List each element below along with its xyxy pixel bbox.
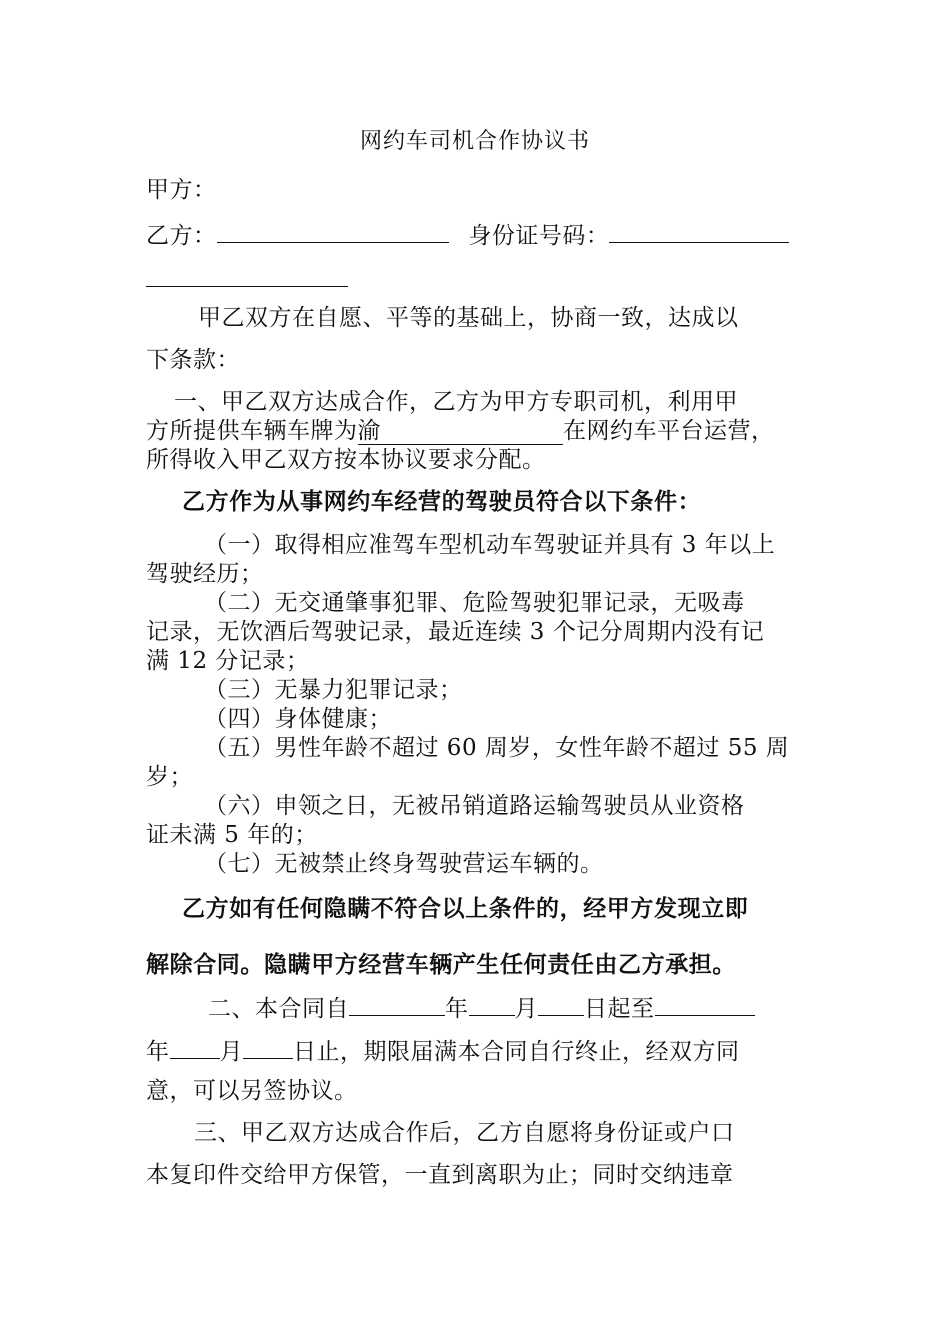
id-number-blank xyxy=(609,220,789,243)
party-b-label: 乙方： xyxy=(146,223,217,249)
warning-line-1: 乙方如有任何隐瞒不符合以上条件的，经甲方发现立即 xyxy=(182,896,749,922)
condition-5-line-2: 岁； xyxy=(146,764,193,790)
document-title: 网约车司机合作协议书 xyxy=(359,129,590,154)
warning-line-2: 解除合同。隐瞒甲方经营车辆产生任何责任由乙方承担。 xyxy=(146,952,736,978)
clause-1-line-2 xyxy=(146,417,775,445)
end-month-blank xyxy=(170,1036,220,1059)
condition-2-line-3: 满 12 分记录； xyxy=(146,648,310,674)
id-number-blank-continued xyxy=(146,264,348,287)
start-day-blank xyxy=(538,993,584,1016)
end-day-blank xyxy=(243,1036,293,1059)
clause-2-end: 日止，期限届满本合同自行终止，经双方同 xyxy=(293,1039,740,1065)
clause-1-line-1: 一、甲乙双方达成合作，乙方为甲方专职司机，利用甲 xyxy=(174,389,738,415)
condition-2-line-1: （二）无交通肇事犯罪、危险驾驶犯罪记录，无吸毒 xyxy=(204,590,745,616)
preamble-line-1: 甲乙双方在自愿、平等的基础上，协商一致，达成以 xyxy=(198,305,739,331)
condition-3: （三）无暴力犯罪记录； xyxy=(204,677,463,703)
start-month-label: 月 xyxy=(514,996,538,1022)
plate-number-field xyxy=(358,418,564,445)
party-a-label: 甲方： xyxy=(146,177,217,203)
condition-1-line-2: 驾驶经历； xyxy=(146,561,264,587)
start-year-blank xyxy=(349,993,445,1016)
clause-2-line-3: 意，可以另签协议。 xyxy=(146,1078,358,1104)
condition-6-line-2: 证未满 5 年的； xyxy=(146,822,318,848)
id-number-blank-continued-row xyxy=(146,264,348,294)
clause-3-line-2: 本复印件交给甲方保管，一直到离职为止；同时交纳违章 xyxy=(146,1162,734,1188)
end-year-label: 年 xyxy=(146,1039,170,1065)
preamble-line-2: 下条款： xyxy=(146,347,240,373)
end-month-label: 月 xyxy=(219,1039,243,1065)
condition-5-line-1: （五）男性年龄不超过 60 周岁，女性年龄不超过 55 周 xyxy=(204,735,790,761)
clause-2-start: 二、本合同自 xyxy=(208,996,349,1022)
start-day-label: 日起至 xyxy=(584,996,655,1022)
condition-1-line-1: （一）取得相应准驾车型机动车驾驶证并具有 3 年以上 xyxy=(204,532,776,558)
clause-1-plate-trail: 在网约车平台运营， xyxy=(563,418,775,444)
party-b-name-blank xyxy=(217,220,449,243)
clause-2-line-2 xyxy=(146,1036,740,1066)
clause-2-line-1 xyxy=(208,993,755,1023)
start-month-blank xyxy=(469,993,515,1016)
party-b-row xyxy=(146,220,789,250)
condition-6-line-1: （六）申领之日，无被吊销道路运输驾驶员从业资格 xyxy=(204,793,745,819)
conditions-heading: 乙方作为从事网约车经营的驾驶员符合以下条件： xyxy=(182,489,702,515)
end-year-blank xyxy=(655,993,755,1016)
condition-4: （四）身体健康； xyxy=(204,706,392,732)
clause-1-plate-lead: 方所提供车辆车牌为 xyxy=(146,418,358,444)
start-year-label: 年 xyxy=(445,996,469,1022)
condition-7: （七）无被禁止终身驾驶营运车辆的。 xyxy=(204,851,604,877)
plate-prefix: 渝 xyxy=(357,418,381,444)
clause-1-line-3: 所得收入甲乙双方按本协议要求分配。 xyxy=(146,447,546,473)
clause-3-line-1: 三、甲乙双方达成合作后，乙方自愿将身份证或户口 xyxy=(194,1120,735,1146)
id-number-label: 身份证号码： xyxy=(468,223,610,249)
condition-2-line-2: 记录，无饮酒后驾驶记录，最近连续 3 个记分周期内没有记 xyxy=(146,619,765,645)
